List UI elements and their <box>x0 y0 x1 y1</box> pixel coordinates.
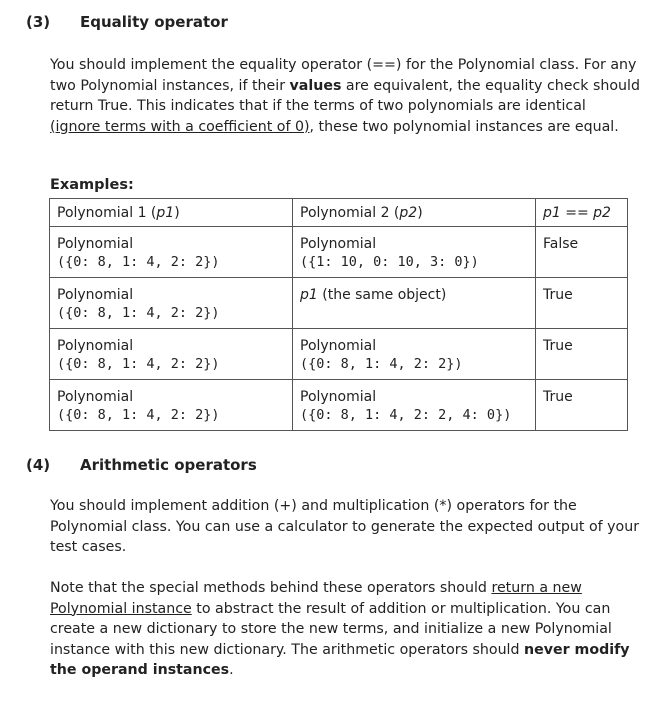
cell-code: ({0: 8, 1: 4, 2: 2, 4: 0}) <box>300 407 512 423</box>
cell-code: ({0: 8, 1: 4, 2: 2}) <box>57 254 220 270</box>
table-cell-p1 <box>50 227 293 278</box>
header-3-text: p1 == p2 <box>543 205 611 221</box>
cell-text: (the same object) <box>317 287 447 303</box>
section-3-heading <box>26 13 228 31</box>
table-row <box>50 227 628 278</box>
section-4-heading <box>26 456 257 474</box>
section-3-title: Equality operator <box>80 13 228 31</box>
table-cell-p1 <box>50 380 293 431</box>
header-1-prefix: Polynomial 1 ( <box>57 205 157 221</box>
section-3-text-1: You should implement the equality operator (==) for the Polynomial class. For any two Polynomial instances, if their <box>50 57 637 94</box>
examples-label: Examples: <box>50 177 134 193</box>
header-polynomial-2 <box>293 199 536 227</box>
section-4-text-1: Note that the special methods behind these operators should <box>50 580 492 596</box>
table-cell-p1 <box>50 329 293 380</box>
header-2-suffix: ) <box>417 205 423 221</box>
section-4-text-3: . <box>229 662 234 678</box>
cell-code: ({0: 8, 1: 4, 2: 2}) <box>300 356 463 372</box>
table-cell-p2 <box>293 329 536 380</box>
header-polynomial-1 <box>50 199 293 227</box>
cell-text: Polynomial <box>300 389 377 405</box>
examples-table <box>49 198 628 431</box>
cell-code: ({0: 8, 1: 4, 2: 2}) <box>57 305 220 321</box>
cell-code: ({1: 10, 0: 10, 3: 0}) <box>300 254 479 270</box>
table-cell-result: True <box>536 278 628 329</box>
cell-text: Polynomial <box>57 236 134 252</box>
section-4-paragraph-1: You should implement addition (+) and multiplication (*) operators for the Polynomial class. You can use a calculator to generate the expected output of your test cases. <box>50 498 640 555</box>
cell-text: Polynomial <box>300 338 377 354</box>
section-3-text-2: are equivalent, the equality check should return True. This indicates that if the terms of two polynomials are identical <box>50 77 640 114</box>
section-4-underline-new-instance: return a new Polynomial instance <box>50 580 582 617</box>
table-cell-result: True <box>536 329 628 380</box>
section-4-text-2: to abstract the result of addition or multiplication. You can create a new dictionary to store the new terms, and initialize a new Polynomial instance with this new dictionary. The arithmetic operators should <box>50 600 612 658</box>
table-cell-p2 <box>293 278 536 329</box>
table-cell-p2 <box>293 380 536 431</box>
table-cell-p2 <box>293 227 536 278</box>
header-1-var: p1 <box>156 205 175 221</box>
header-1-suffix: ) <box>174 205 180 221</box>
section-4-paragraph-2 <box>50 578 640 681</box>
section-3-underline-note: (ignore terms with a coefficient of 0) <box>50 118 310 135</box>
cell-var: p1 <box>300 287 318 303</box>
cell-code: ({0: 8, 1: 4, 2: 2}) <box>57 407 220 423</box>
table-row <box>50 278 628 329</box>
table-cell-result: False <box>536 227 628 278</box>
section-3-text-3: , these two polynomial instances are equal. <box>309 118 619 135</box>
table-header-row <box>50 199 628 227</box>
table-row <box>50 329 628 380</box>
section-3-paragraph <box>50 55 640 137</box>
cell-text: Polynomial <box>300 236 377 252</box>
section-4-bold-never-modify: never modify the operand instances <box>50 641 630 678</box>
header-equality-result <box>536 199 628 227</box>
section-4-title: Arithmetic operators <box>80 456 257 474</box>
section-3-number: (3) <box>26 13 51 31</box>
table-cell-p1 <box>50 278 293 329</box>
table-row <box>50 380 628 431</box>
cell-text: Polynomial <box>57 338 134 354</box>
table-cell-result: True <box>536 380 628 431</box>
header-2-var: p2 <box>399 205 418 221</box>
cell-code: ({0: 8, 1: 4, 2: 2}) <box>57 356 220 372</box>
section-3-bold-values: values <box>289 77 342 94</box>
cell-text: Polynomial <box>57 389 134 405</box>
section-4-number: (4) <box>26 456 51 474</box>
header-2-prefix: Polynomial 2 ( <box>300 205 400 221</box>
cell-text: Polynomial <box>57 287 134 303</box>
